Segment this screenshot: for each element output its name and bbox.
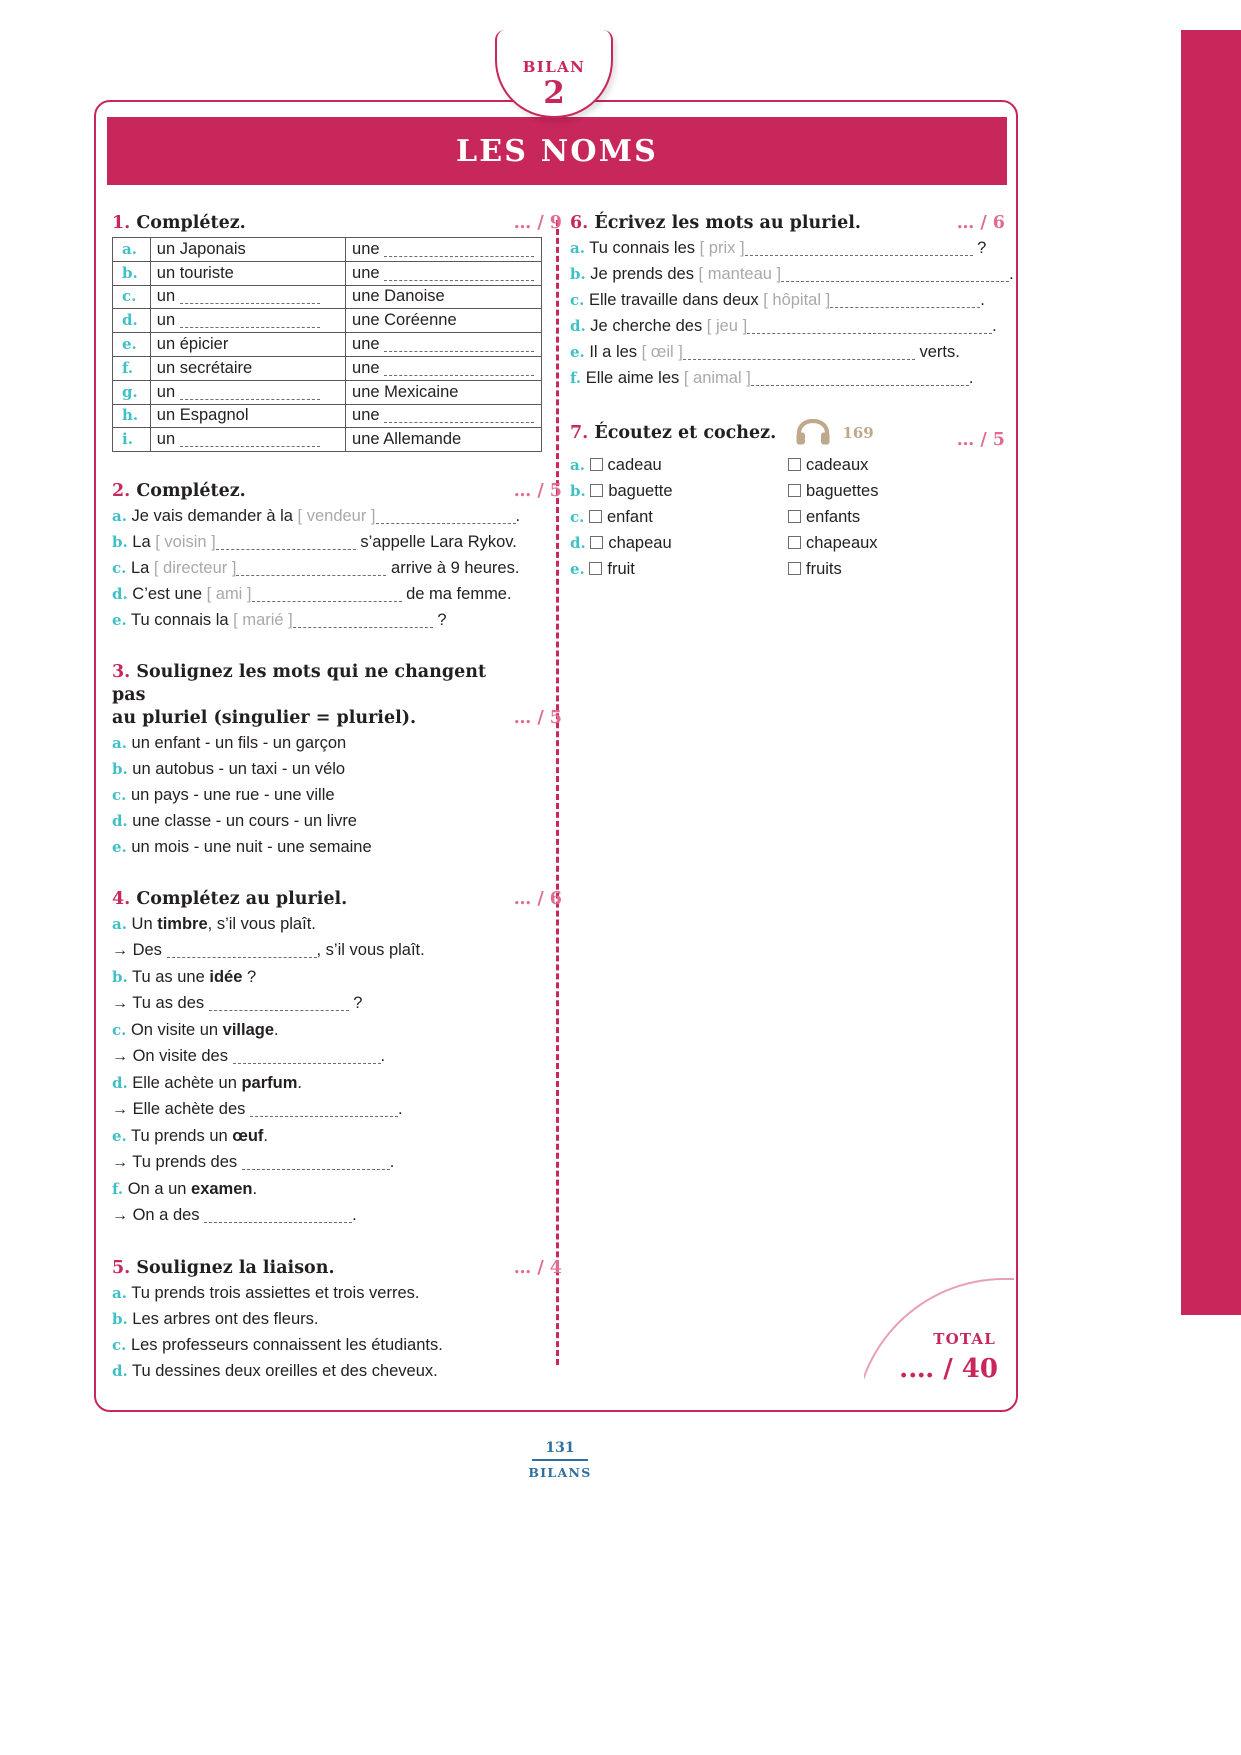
item-letter: f. xyxy=(570,369,582,387)
table-cell-masculine[interactable]: un xyxy=(150,428,345,452)
exercise-3-instruction-line2: au pluriel (singulier = pluriel). xyxy=(112,708,417,729)
answer-blank[interactable] xyxy=(242,1169,390,1170)
nationality-table-body xyxy=(113,238,542,452)
checkbox-icon[interactable] xyxy=(788,536,801,549)
list-item xyxy=(570,530,1005,556)
checkbox-icon[interactable] xyxy=(589,562,602,575)
answer-blank[interactable] xyxy=(233,1063,381,1064)
item-letter: b. xyxy=(570,482,586,500)
arrow-icon: → xyxy=(112,1101,128,1119)
list-item: e. Il a les [ œil ] verts. xyxy=(570,343,960,361)
target-noun: timbre xyxy=(157,915,208,934)
item-letter: b. xyxy=(112,968,128,987)
exercise-6-items xyxy=(570,235,1014,391)
table-row xyxy=(113,380,542,404)
exercise-3-points: … / 5 xyxy=(513,708,562,729)
checkbox-label: fruits xyxy=(806,560,842,578)
list-item-answer: → Elle achète des . xyxy=(112,1100,403,1119)
total-label: TOTAL xyxy=(933,1330,996,1348)
spacer xyxy=(570,397,1005,419)
item-letter: d. xyxy=(570,534,586,552)
exercise-6-instruction: Écrivez les mots au pluriel. xyxy=(594,213,862,233)
table-cell-feminine[interactable]: une xyxy=(346,261,542,285)
right-edge-bar xyxy=(1181,30,1241,1315)
checkbox-option-plural[interactable] xyxy=(788,478,878,504)
checkbox-icon[interactable] xyxy=(590,536,603,549)
answer-blank[interactable] xyxy=(751,385,969,386)
item-letter: a. xyxy=(112,734,127,753)
checkbox-label: cadeau xyxy=(607,456,662,474)
item-letter: e. xyxy=(112,1127,127,1146)
exercise-2-points: … / 5 xyxy=(513,481,562,502)
answer-blank[interactable] xyxy=(250,1116,398,1117)
table-cell-masculine[interactable]: un xyxy=(150,309,345,333)
answer-blank[interactable] xyxy=(384,256,534,257)
checkbox-label: cadeaux xyxy=(806,456,869,474)
exercise-5-points: … / 4 xyxy=(513,1258,562,1279)
item-letter: d. xyxy=(112,1074,128,1093)
answer-blank[interactable] xyxy=(209,1010,349,1011)
checkbox-icon[interactable] xyxy=(788,458,801,471)
exercise-2-header xyxy=(112,480,562,503)
page-title-banner xyxy=(107,117,1007,185)
table-cell-letter: h. xyxy=(113,404,151,428)
checkbox-label: chapeau xyxy=(608,534,672,552)
answer-blank[interactable] xyxy=(252,601,402,602)
right-column xyxy=(570,212,1014,588)
list-item: e. Tu connais la [ marié ] ? xyxy=(112,611,447,630)
table-cell-masculine: un touriste xyxy=(150,261,345,285)
checkbox-label: enfants xyxy=(806,508,861,526)
exercise-1-title xyxy=(112,212,514,235)
item-letter: c. xyxy=(112,559,127,578)
exercise-2 xyxy=(112,480,562,633)
exercise-7 xyxy=(570,419,1005,582)
exercise-7-title xyxy=(570,419,957,452)
list-item[interactable]: c. un pays - une rue - une ville xyxy=(112,786,335,805)
checkbox-icon[interactable] xyxy=(590,458,603,471)
table-cell-masculine: un Espagnol xyxy=(150,404,345,428)
exercise-7-instruction: Écoutez et cochez. xyxy=(594,423,777,443)
item-letter: e. xyxy=(112,611,127,630)
item-letter: c. xyxy=(112,786,127,805)
exercise-4-header xyxy=(112,888,562,911)
list-item-answer: → On visite des . xyxy=(112,1047,386,1066)
bilan-tab-number: 2 xyxy=(543,75,565,111)
exercise-5-instruction: Soulignez la liaison. xyxy=(136,1258,335,1279)
list-item: a. Je vais demander à la [ vendeur ] . xyxy=(112,507,521,526)
answer-blank[interactable] xyxy=(384,375,534,376)
item-letter: e. xyxy=(112,838,127,857)
bilan-tab xyxy=(495,30,613,118)
list-item: f. Elle aime les [ animal ] . xyxy=(570,369,974,387)
exercise-card xyxy=(94,100,1018,1412)
answer-blank[interactable] xyxy=(180,327,320,328)
list-item[interactable]: c. Les professeurs connaissent les étudiants. xyxy=(112,1336,443,1355)
item-letter: a. xyxy=(112,1284,127,1303)
item-letter: d. xyxy=(112,812,128,831)
checkbox-label: enfant xyxy=(606,508,653,526)
audio-track-number: 169 xyxy=(842,424,874,442)
checkbox-icon[interactable] xyxy=(788,484,801,497)
list-item[interactable]: b. un autobus - un taxi - un vélo xyxy=(112,760,346,779)
total-value: .… / 40 xyxy=(899,1354,998,1384)
list-item[interactable]: d. une classe - un cours - un livre xyxy=(112,812,357,831)
footer-section-label: BILANS xyxy=(528,1465,592,1480)
hint-word: [ vendeur ] xyxy=(297,507,376,526)
list-item xyxy=(570,556,1005,582)
answer-blank[interactable] xyxy=(384,351,534,352)
table-cell-letter: i. xyxy=(113,428,151,452)
list-item[interactable]: b. Les arbres ont des fleurs. xyxy=(112,1310,319,1329)
list-item: b. Je prends des [ manteau ] . xyxy=(570,265,1014,283)
hint-word: [ marié ] xyxy=(233,611,293,630)
exercise-2-title xyxy=(112,480,514,503)
exercise-2-items xyxy=(112,503,562,633)
list-item[interactable]: a. Tu prends trois assiettes et trois verres. xyxy=(112,1284,420,1303)
exercise-5-number: 5. xyxy=(112,1258,131,1279)
exercise-7-items xyxy=(570,452,1005,582)
table-cell-feminine: une Coréenne xyxy=(346,309,542,333)
page-title: LES NOMS xyxy=(455,133,659,169)
answer-blank[interactable] xyxy=(216,549,356,550)
hint-word: [ jeu ] xyxy=(706,317,748,335)
exercise-5-items xyxy=(112,1280,562,1384)
exercise-6 xyxy=(570,212,1014,391)
answer-blank[interactable] xyxy=(747,333,992,334)
target-noun: examen xyxy=(191,1180,253,1199)
table-cell-masculine: un secrétaire xyxy=(150,356,345,380)
arrow-icon: → xyxy=(112,1048,128,1066)
exercise-3-title xyxy=(112,661,514,730)
table-cell-masculine[interactable]: un xyxy=(150,285,345,309)
answer-blank[interactable] xyxy=(376,523,516,524)
table-row xyxy=(113,238,542,262)
hint-word: [ œil ] xyxy=(641,343,683,361)
item-letter: a. xyxy=(112,507,127,526)
page-footer xyxy=(0,1440,1120,1480)
list-item-answer: → Tu prends des . xyxy=(112,1153,395,1172)
list-item xyxy=(570,452,1005,478)
table-cell-feminine[interactable]: une xyxy=(346,404,542,428)
table-cell-letter: d. xyxy=(113,309,151,333)
checkbox-option-singular[interactable] xyxy=(570,478,788,504)
footer-rule xyxy=(532,1459,588,1461)
spacer xyxy=(112,639,562,661)
checkbox-option-plural[interactable] xyxy=(788,556,842,582)
exercise-7-number: 7. xyxy=(570,423,589,443)
table-row xyxy=(113,309,542,333)
hint-word: [ hôpital ] xyxy=(763,291,831,309)
exercise-7-header xyxy=(570,419,1005,452)
table-cell-letter: g. xyxy=(113,380,151,404)
list-item xyxy=(570,504,1005,530)
total-score-box xyxy=(864,1278,1014,1408)
arrow-icon: → xyxy=(112,1154,128,1172)
list-item: a. Tu connais les [ prix ] ? xyxy=(570,239,987,257)
checkbox-option-plural[interactable] xyxy=(788,504,860,530)
list-item: c. Elle travaille dans deux [ hôpital ] . xyxy=(570,291,985,309)
checkbox-label: chapeaux xyxy=(806,534,878,552)
list-item[interactable]: e. un mois - une nuit - une semaine xyxy=(112,838,372,857)
answer-blank[interactable] xyxy=(167,957,317,958)
spacer xyxy=(112,866,562,888)
checkbox-option-singular[interactable] xyxy=(570,504,788,530)
list-item xyxy=(570,478,1005,504)
table-cell-feminine: une Allemande xyxy=(346,428,542,452)
answer-blank[interactable] xyxy=(745,255,973,256)
item-letter: e. xyxy=(570,560,585,578)
item-letter: c. xyxy=(112,1336,127,1355)
table-row xyxy=(113,333,542,357)
list-item-prompt: c. On visite un village. xyxy=(112,1021,279,1040)
list-item-answer: → Des , s’il vous plaît. xyxy=(112,941,425,960)
item-letter: b. xyxy=(112,1310,128,1329)
item-letter: a. xyxy=(570,456,585,474)
answer-blank[interactable] xyxy=(180,446,320,447)
checkbox-option-singular[interactable] xyxy=(570,452,788,478)
list-item: b. La [ voisin ] s’appelle Lara Rykov. xyxy=(112,533,517,552)
list-item-prompt: b. Tu as une idée ? xyxy=(112,968,257,987)
list-item-prompt: d. Elle achète un parfum. xyxy=(112,1074,302,1093)
list-item-prompt: f. On a un examen. xyxy=(112,1180,258,1199)
exercise-1-header xyxy=(112,212,562,235)
target-noun: œuf xyxy=(232,1127,264,1146)
exercise-6-number: 6. xyxy=(570,213,589,233)
table-cell-feminine[interactable]: une xyxy=(346,238,542,262)
checkbox-icon[interactable] xyxy=(590,484,603,497)
hint-word: [ directeur ] xyxy=(153,559,237,578)
table-cell-masculine: un épicier xyxy=(150,333,345,357)
exercise-2-instruction: Complétez. xyxy=(136,481,246,502)
arrow-icon: → xyxy=(112,1207,128,1225)
answer-blank[interactable] xyxy=(180,399,320,400)
table-cell-masculine[interactable]: un xyxy=(150,380,345,404)
exercise-1-number: 1. xyxy=(112,213,131,233)
left-column xyxy=(112,212,562,1390)
list-item: d. C’est une [ ami ] de ma femme. xyxy=(112,585,512,604)
exercise-4-instruction: Complétez au pluriel. xyxy=(136,889,348,910)
checkbox-icon[interactable] xyxy=(788,510,801,523)
checkbox-option-singular[interactable] xyxy=(570,530,788,556)
checkbox-option-singular[interactable] xyxy=(570,556,788,582)
table-row xyxy=(113,356,542,380)
item-letter: c. xyxy=(570,291,585,309)
target-noun: idée xyxy=(209,968,243,987)
target-noun: village xyxy=(222,1021,275,1040)
checkbox-option-plural[interactable] xyxy=(788,530,878,556)
checkbox-label: baguettes xyxy=(806,482,879,500)
list-item-prompt: a. Un timbre, s’il vous plaît. xyxy=(112,915,316,934)
checkbox-label: baguette xyxy=(608,482,673,500)
list-item[interactable]: d. Tu dessines deux oreilles et des cheveux. xyxy=(112,1362,438,1381)
exercise-4-number: 4. xyxy=(112,889,131,910)
table-cell-letter: a. xyxy=(113,238,151,262)
item-letter: e. xyxy=(570,343,585,361)
target-noun: parfum xyxy=(241,1074,298,1093)
checkbox-icon[interactable] xyxy=(788,562,801,575)
hint-word: [ voisin ] xyxy=(155,533,216,552)
nationality-table xyxy=(112,237,542,452)
page-number: 131 xyxy=(545,1440,575,1456)
list-item-prompt: e. Tu prends un œuf. xyxy=(112,1127,269,1146)
exercise-5-title xyxy=(112,1257,514,1280)
exercise-4-points: … / 6 xyxy=(513,889,562,910)
table-row xyxy=(113,428,542,452)
exercise-1-points: … / 9 xyxy=(513,213,562,233)
item-letter: a. xyxy=(570,239,585,257)
answer-blank[interactable] xyxy=(180,303,320,304)
item-letter: a. xyxy=(112,915,127,934)
table-cell-masculine: un Japonais xyxy=(150,238,345,262)
item-letter: d. xyxy=(570,317,586,335)
list-item: d. Je cherche des [ jeu ] . xyxy=(570,317,997,335)
bilan-tab-label: BILAN xyxy=(522,58,586,76)
exercise-3-number: 3. xyxy=(112,662,131,683)
item-letter: d. xyxy=(112,1362,128,1381)
exercise-4-title xyxy=(112,888,514,911)
exercise-3-instruction-line1: Soulignez les mots qui ne changent pas xyxy=(112,662,487,706)
hint-word: [ manteau ] xyxy=(698,265,782,283)
exercise-3-items xyxy=(112,730,562,860)
checkbox-option-plural[interactable] xyxy=(788,452,868,478)
list-item: c. La [ directeur ] arrive à 9 heures. xyxy=(112,559,520,578)
arrow-icon: → xyxy=(112,942,128,960)
item-letter: b. xyxy=(570,265,586,283)
item-letter: f. xyxy=(112,1180,124,1199)
headphones-icon xyxy=(796,419,830,452)
exercise-3 xyxy=(112,661,562,860)
item-letter: c. xyxy=(570,508,585,526)
table-cell-feminine[interactable]: une xyxy=(346,356,542,380)
answer-blank[interactable] xyxy=(683,359,915,360)
exercise-3-header xyxy=(112,661,562,730)
list-item-answer: → On a des . xyxy=(112,1206,357,1225)
arrow-icon: → xyxy=(112,995,128,1013)
spacer xyxy=(112,1235,562,1257)
exercise-5 xyxy=(112,1257,562,1384)
exercise-2-number: 2. xyxy=(112,481,131,502)
table-row xyxy=(113,261,542,285)
answer-blank[interactable] xyxy=(781,281,1009,282)
item-letter: c. xyxy=(112,1021,127,1040)
answer-blank[interactable] xyxy=(236,575,386,576)
list-item-answer: → Tu as des ? xyxy=(112,994,363,1013)
hint-word: [ animal ] xyxy=(683,369,751,387)
table-cell-letter: b. xyxy=(113,261,151,285)
exercise-1 xyxy=(112,212,562,452)
exercise-4-items xyxy=(112,911,562,1229)
answer-blank[interactable] xyxy=(830,307,980,308)
exercise-1-instruction: Complétez. xyxy=(136,213,246,233)
item-letter: d. xyxy=(112,585,128,604)
answer-blank[interactable] xyxy=(204,1222,352,1223)
exercise-7-points: … / 5 xyxy=(956,430,1005,450)
list-item[interactable]: a. un enfant - un fils - un garçon xyxy=(112,734,347,753)
exercise-6-title xyxy=(570,212,957,235)
table-row xyxy=(113,285,542,309)
item-letter: b. xyxy=(112,533,128,552)
hint-word: [ ami ] xyxy=(206,585,252,604)
table-cell-feminine: une Danoise xyxy=(346,285,542,309)
table-cell-letter: e. xyxy=(113,333,151,357)
answer-blank[interactable] xyxy=(293,627,433,628)
table-cell-letter: c. xyxy=(113,285,151,309)
exercise-6-points: … / 6 xyxy=(956,213,1005,233)
checkbox-label: fruit xyxy=(607,560,635,578)
hint-word: [ prix ] xyxy=(699,239,745,257)
answer-blank[interactable] xyxy=(384,280,534,281)
table-row xyxy=(113,404,542,428)
table-cell-feminine: une Mexicaine xyxy=(346,380,542,404)
table-cell-feminine[interactable]: une xyxy=(346,333,542,357)
answer-blank[interactable] xyxy=(384,422,534,423)
table-cell-letter: f. xyxy=(113,356,151,380)
exercise-5-header xyxy=(112,1257,562,1280)
exercise-6-header xyxy=(570,212,1005,235)
spacer xyxy=(112,458,562,480)
checkbox-icon[interactable] xyxy=(589,510,602,523)
item-letter: b. xyxy=(112,760,128,779)
exercise-4 xyxy=(112,888,562,1229)
